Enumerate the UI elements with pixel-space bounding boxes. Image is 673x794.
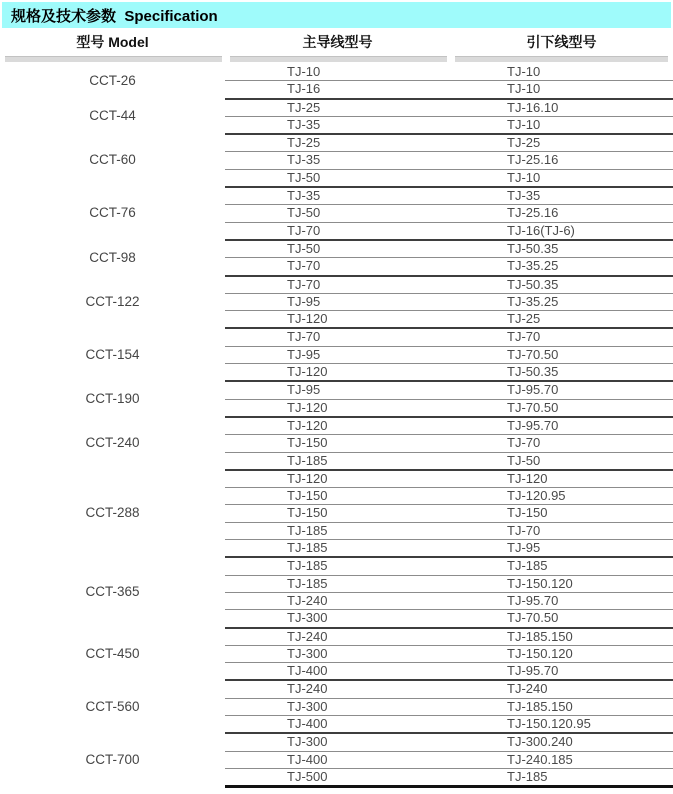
model-cell: CCT-60 xyxy=(89,152,136,168)
section-title: 规格及技术参数 Specification xyxy=(11,7,218,25)
down-lead-cell: TJ-70.50 xyxy=(450,399,673,417)
down-lead-cell: TJ-150.120 xyxy=(450,645,673,662)
model-cell: CCT-288 xyxy=(85,505,140,521)
down-lead-cell: TJ-50.35 xyxy=(450,240,673,258)
main-conductor-cell: TJ-185 xyxy=(225,452,450,470)
down-lead-cell: TJ-185.150 xyxy=(450,698,673,715)
down-lead-cell: TJ-300.240 xyxy=(450,733,673,751)
main-conductor-cell: TJ-35 xyxy=(225,116,450,134)
table-row xyxy=(0,628,673,646)
main-conductor-cell: TJ-300 xyxy=(225,645,450,662)
catalog-page xyxy=(0,2,673,794)
main-conductor-cell: TJ-185 xyxy=(225,522,450,539)
table-row xyxy=(0,733,673,751)
down-lead-cell: TJ-25 xyxy=(450,311,673,329)
main-conductor-cell: TJ-25 xyxy=(225,99,450,117)
main-conductor-cell: TJ-35 xyxy=(225,187,450,205)
down-lead-cell: TJ-10 xyxy=(450,64,673,81)
main-conductor-cell: TJ-95 xyxy=(225,346,450,363)
model-cell: CCT-44 xyxy=(89,108,136,124)
main-conductor-cell: TJ-50 xyxy=(225,240,450,258)
main-conductor-cell: TJ-185 xyxy=(225,575,450,592)
down-lead-cell: TJ-10 xyxy=(450,169,673,187)
down-lead-cell: TJ-70 xyxy=(450,435,673,452)
main-conductor-cell: TJ-50 xyxy=(225,205,450,222)
table-row xyxy=(0,240,673,258)
down-lead-cell: TJ-50 xyxy=(450,452,673,470)
main-conductor-cell: TJ-95 xyxy=(225,381,450,399)
header-strip-col1 xyxy=(5,56,222,62)
table-row xyxy=(0,381,673,399)
main-conductor-cell: TJ-16 xyxy=(225,81,450,99)
down-lead-cell: TJ-185 xyxy=(450,768,673,786)
main-conductor-cell: TJ-185 xyxy=(225,557,450,575)
spec-table xyxy=(0,64,673,788)
model-cell: CCT-240 xyxy=(85,435,140,451)
down-lead-cell: TJ-240 xyxy=(450,680,673,698)
main-conductor-cell: TJ-70 xyxy=(225,276,450,294)
header-strip-col3 xyxy=(455,56,668,62)
down-lead-cell: TJ-185.150 xyxy=(450,628,673,646)
main-conductor-cell: TJ-240 xyxy=(225,680,450,698)
down-lead-cell: TJ-70.50 xyxy=(450,346,673,363)
header-strip-col2 xyxy=(230,56,447,62)
main-conductor-cell: TJ-240 xyxy=(225,592,450,609)
model-cell: CCT-700 xyxy=(85,751,140,767)
down-lead-cell: TJ-10 xyxy=(450,81,673,99)
down-lead-cell: TJ-95.70 xyxy=(450,381,673,399)
model-cell: CCT-560 xyxy=(85,698,140,714)
main-conductor-cell: TJ-70 xyxy=(225,222,450,240)
down-lead-cell: TJ-95.70 xyxy=(450,663,673,681)
down-lead-cell: TJ-120 xyxy=(450,470,673,488)
model-cell: CCT-76 xyxy=(89,205,136,221)
main-conductor-cell: TJ-95 xyxy=(225,293,450,310)
spec-table-body xyxy=(0,64,673,787)
main-conductor-cell: TJ-150 xyxy=(225,505,450,522)
column-header-model: 型号 Model xyxy=(76,34,149,50)
down-lead-cell: TJ-70 xyxy=(450,328,673,346)
down-lead-cell: TJ-95.70 xyxy=(450,417,673,435)
down-lead-cell: TJ-150.120 xyxy=(450,575,673,592)
table-row xyxy=(0,557,673,575)
main-conductor-cell: TJ-120 xyxy=(225,417,450,435)
down-lead-cell: TJ-16(TJ-6) xyxy=(450,222,673,240)
model-cell: CCT-98 xyxy=(89,249,136,265)
main-conductor-cell: TJ-150 xyxy=(225,488,450,505)
down-lead-cell: TJ-10 xyxy=(450,116,673,134)
model-cell: CCT-154 xyxy=(85,346,140,362)
main-conductor-cell: TJ-240 xyxy=(225,628,450,646)
down-lead-cell: TJ-240.185 xyxy=(450,751,673,768)
down-lead-cell: TJ-95 xyxy=(450,540,673,558)
main-conductor-cell: TJ-500 xyxy=(225,768,450,786)
down-lead-cell: TJ-185 xyxy=(450,557,673,575)
table-row xyxy=(0,470,673,488)
table-row xyxy=(0,187,673,205)
down-lead-cell: TJ-16.10 xyxy=(450,99,673,117)
main-conductor-cell: TJ-120 xyxy=(225,399,450,417)
down-lead-cell: TJ-25.16 xyxy=(450,152,673,169)
main-conductor-cell: TJ-120 xyxy=(225,311,450,329)
model-cell: CCT-190 xyxy=(85,390,140,406)
main-conductor-cell: TJ-120 xyxy=(225,364,450,382)
main-conductor-cell: TJ-185 xyxy=(225,540,450,558)
down-lead-cell: TJ-50.35 xyxy=(450,364,673,382)
down-lead-cell: TJ-35.25 xyxy=(450,258,673,276)
down-lead-cell: TJ-35.25 xyxy=(450,293,673,310)
main-conductor-cell: TJ-300 xyxy=(225,733,450,751)
down-lead-cell: TJ-50.35 xyxy=(450,276,673,294)
section-title-bar xyxy=(2,2,671,28)
down-lead-cell: TJ-95.70 xyxy=(450,592,673,609)
header-underline-strips xyxy=(0,56,673,64)
main-conductor-cell: TJ-35 xyxy=(225,152,450,169)
main-conductor-cell: TJ-400 xyxy=(225,715,450,733)
down-lead-cell: TJ-120.95 xyxy=(450,488,673,505)
down-lead-cell: TJ-150 xyxy=(450,505,673,522)
table-row xyxy=(0,680,673,698)
model-cell: CCT-122 xyxy=(85,293,140,309)
column-header-down-lead: 引下线型号 xyxy=(526,34,597,50)
down-lead-cell: TJ-35 xyxy=(450,187,673,205)
table-row xyxy=(0,276,673,294)
main-conductor-cell: TJ-300 xyxy=(225,698,450,715)
main-conductor-cell: TJ-120 xyxy=(225,470,450,488)
table-header-row xyxy=(0,28,673,56)
table-row xyxy=(0,417,673,435)
main-conductor-cell: TJ-300 xyxy=(225,610,450,628)
model-cell: CCT-26 xyxy=(89,73,136,89)
main-conductor-cell: TJ-150 xyxy=(225,435,450,452)
table-row xyxy=(0,64,673,81)
table-row xyxy=(0,328,673,346)
main-conductor-cell: TJ-25 xyxy=(225,134,450,152)
model-cell: CCT-450 xyxy=(85,645,140,661)
table-row xyxy=(0,134,673,152)
down-lead-cell: TJ-150.120.95 xyxy=(450,715,673,733)
main-conductor-cell: TJ-70 xyxy=(225,328,450,346)
main-conductor-cell: TJ-400 xyxy=(225,751,450,768)
main-conductor-cell: TJ-70 xyxy=(225,258,450,276)
model-cell: CCT-365 xyxy=(85,584,140,600)
main-conductor-cell: TJ-10 xyxy=(225,64,450,81)
main-conductor-cell: TJ-50 xyxy=(225,169,450,187)
down-lead-cell: TJ-25.16 xyxy=(450,205,673,222)
main-conductor-cell: TJ-400 xyxy=(225,663,450,681)
table-row xyxy=(0,99,673,117)
down-lead-cell: TJ-25 xyxy=(450,134,673,152)
down-lead-cell: TJ-70 xyxy=(450,522,673,539)
column-header-main-conductor: 主导线型号 xyxy=(302,34,373,50)
down-lead-cell: TJ-70.50 xyxy=(450,610,673,628)
